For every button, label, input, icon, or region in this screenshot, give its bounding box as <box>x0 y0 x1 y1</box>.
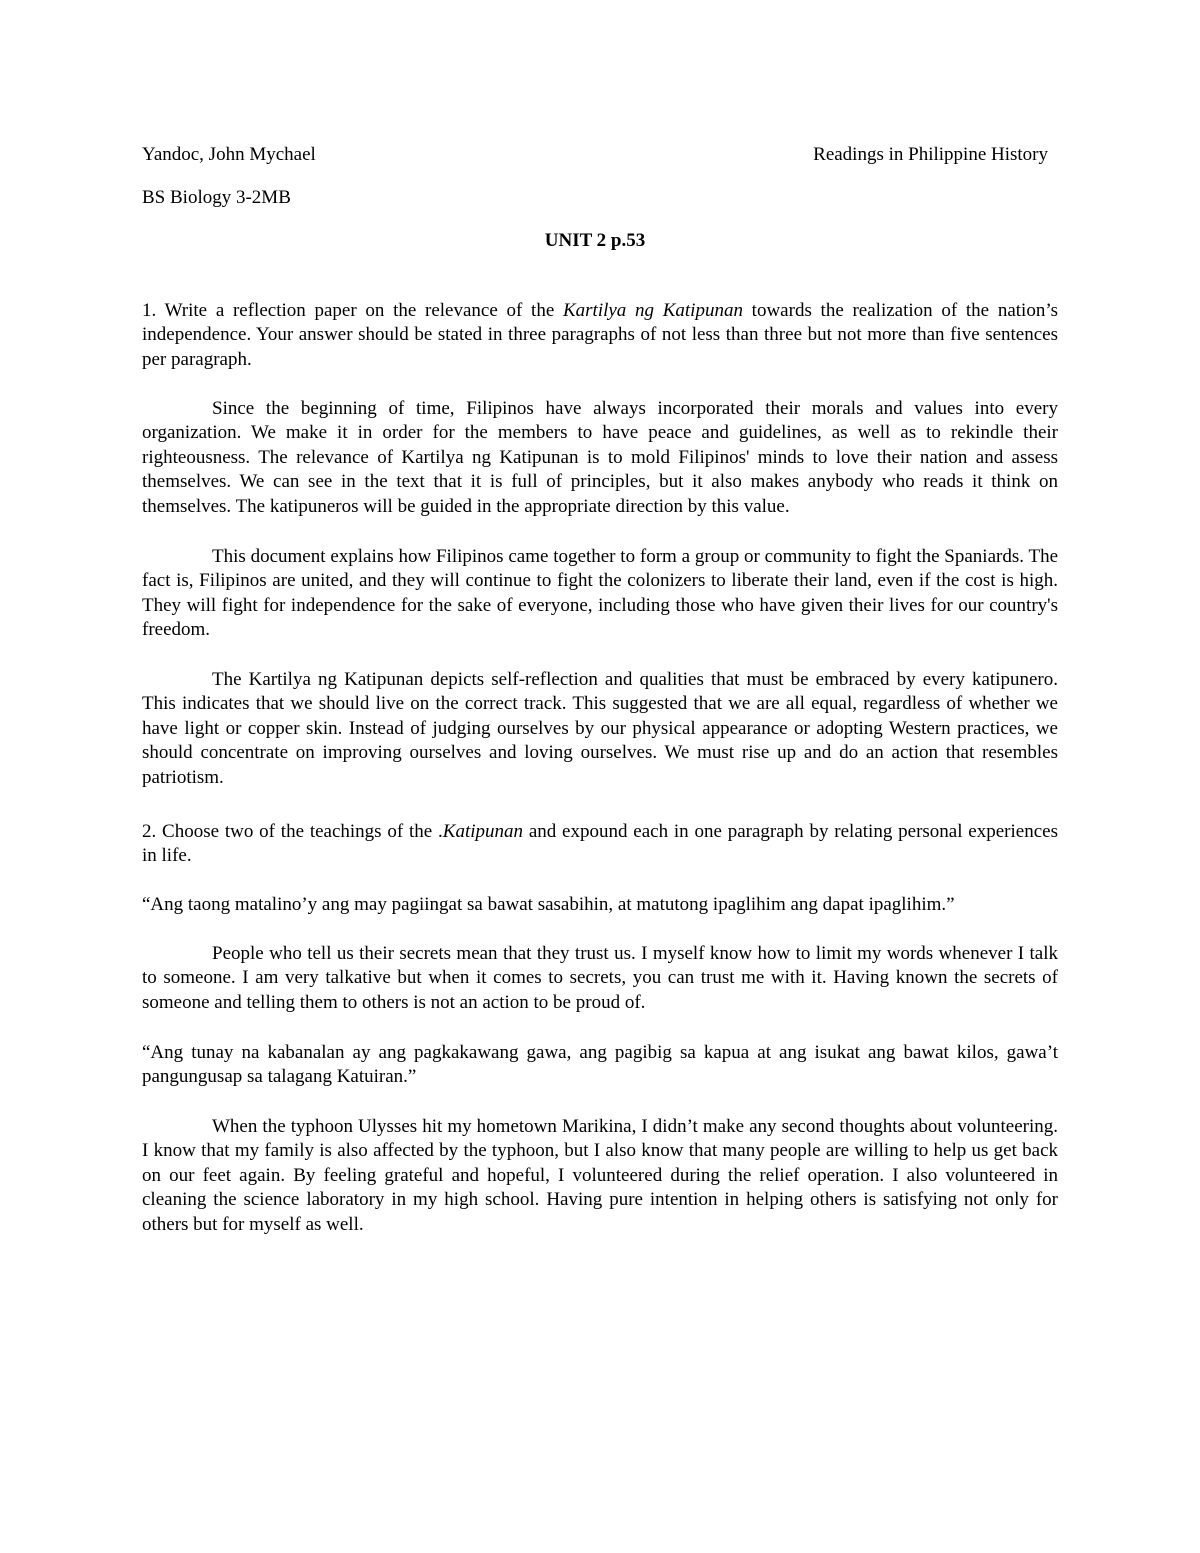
question-2 <box>142 820 1058 869</box>
student-name: Yandoc, John Mychael <box>142 144 316 165</box>
answer-1-paragraph-2: This document explains how Filipinos came together to form a group or community to fight the Spaniards. The fact is, Filipinos are united, and they will continue to fight the colonizers to liberate their land, even if the cost is high. They will fight for independence for the sake of everyone, including those who have given their lives for our country's freedom. <box>142 546 1058 641</box>
student-program: BS Biology 3-2MB <box>142 187 291 208</box>
answer-1-paragraph-3: The Kartilya ng Katipunan depicts self-reflection and qualities that must be embraced by every katipunero. This indicates that we should live on the correct track. This suggested that we are all equal, regardless of whether we have light or copper skin. Instead of judging ourselves by our physical appearance or adopting Western practices, we should concentrate on improving ourselves and loving ourselves. We must rise up and do an action that resembles patriotism. <box>142 669 1058 788</box>
teaching-2-quote: “Ang tunay na kabanalan ay ang pagkakawang gawa, ang pagibig sa kapua at ang isukat ang bawat kilos, gawa’t pangungusap sa talagang Katuiran.” <box>142 1042 1058 1088</box>
document-header <box>142 143 1048 167</box>
question-1-suffix: towards the realization of the nation’s independence. Your answer should be stated in three paragraphs of not less than three but not more than five sentences per paragraph. <box>142 300 1058 370</box>
unit-title: UNIT 2 p.53 <box>544 230 646 251</box>
question-2-suffix: and expound each in one paragraph by relating personal experiences in life. <box>142 821 1058 867</box>
teaching-2-reflection: When the typhoon Ulysses hit my hometown Marikina, I didn’t make any second thoughts about volunteering. I know that my family is also affected by the typhoon, but I also know that many people are willing to help us get back on our feet again. By feeling grateful and hopeful, I volunteered during the relief operation. I also volunteered in cleaning the science laboratory in my high school. Having pure intention in helping others is satisfying not only for others but for myself as well. <box>142 1116 1058 1235</box>
teaching-1-reflection: People who tell us their secrets mean that they trust us. I myself know how to limit my words whenever I talk to someone. I am very talkative but when it comes to secrets, you can trust me with it. Having known the secrets of someone and telling them to others is not an action to be proud of. <box>142 943 1058 1013</box>
question-1-italic: Kartilya ng Katipunan <box>562 300 743 321</box>
question-1-prefix: 1. Write a reflection paper on the relevance of the <box>142 300 563 321</box>
document-page <box>142 0 1058 1553</box>
course-title: Readings in Philippine History <box>813 144 1048 165</box>
answer-1-paragraph-1: Since the beginning of time, Filipinos have always incorporated their morals and values into every organization. We make it in order for the members to have peace and guidelines, as well as to rekindle their righteousness. The relevance of Kartilya ng Katipunan is to mold Filipinos' minds to love their nation and assess themselves. We can see in the text that it is full of principles, but it also makes anybody who reads it think on themselves. The katipuneros will be guided in the appropriate direction by this value. <box>142 398 1058 517</box>
question-2-italic: Katipunan <box>442 821 524 842</box>
question-2-prefix: 2. Choose two of the teachings of the . <box>142 821 443 842</box>
question-1 <box>142 299 1058 372</box>
teaching-1-quote: “Ang taong matalino’y ang may pagiingat sa bawat sasabihin, at matutong ipaglihim ang dapat ipaglihim.” <box>142 894 955 915</box>
